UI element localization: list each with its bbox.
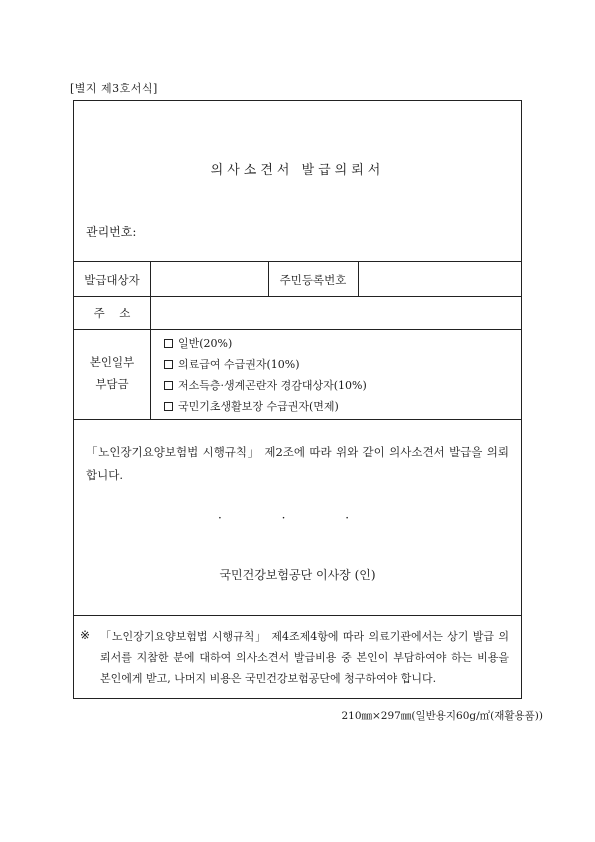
copay-option-low-income[interactable]: [164, 377, 367, 393]
recipient-label: 발급대상자: [84, 273, 140, 287]
column-divider: [150, 261, 151, 419]
option-label: 국민기초생활보장 수급권자(면제): [178, 400, 339, 413]
note-mark: ※: [80, 628, 91, 642]
option-label: 일반(20%): [178, 337, 233, 350]
checkbox[interactable]: [164, 360, 173, 369]
copay-option-basic-livelihood[interactable]: [164, 398, 339, 414]
row-divider: [74, 329, 521, 330]
request-statement: 「노인장기요양보험법 시행규칙」 제2조에 따라 위와 같이 의사소견서 발급을 의뢰합니다.: [86, 445, 509, 482]
notice-box: [73, 616, 522, 699]
paper-spec: 210㎜×297㎜(일반용지60g/㎡(재활용품)): [341, 710, 543, 722]
resident-id-label: 주민등록번호: [279, 273, 347, 287]
request-form: [73, 100, 522, 616]
table-top-border: [74, 261, 521, 262]
issuer-signature-line: 국민건강보험공단 이사장 (인): [219, 568, 376, 582]
copay-option-medical-aid[interactable]: [164, 356, 300, 372]
management-number-label: 관리번호:: [86, 225, 137, 239]
form-number-label: [별지 제3호서식]: [70, 82, 158, 95]
table-bottom-border: [74, 419, 521, 420]
column-divider: [358, 261, 359, 296]
copay-option-general[interactable]: [164, 335, 232, 351]
checkbox[interactable]: [164, 402, 173, 411]
checkbox[interactable]: [164, 339, 173, 348]
option-label: 의료급여 수급권자(10%): [178, 358, 300, 371]
row-divider: [74, 296, 521, 297]
notice-text: 「노인장기요양보험법 시행규칙」 제4조제4항에 따라 의료기관에서는 상기 발급 의뢰서를 지참한 분에 대하여 의사소견서 발급비용 중 본인이 부담하여야 하는 비용을 본인에게 받고, 나머지 비용은 국민건강보험공단에 청구하여야 합니다.: [100, 630, 509, 685]
date-field[interactable]: · · ·: [217, 511, 378, 525]
form-title: 의사소견서 발급의뢰서: [210, 163, 385, 178]
checkbox[interactable]: [164, 381, 173, 390]
option-label: 저소득층·생계곤란자 경감대상자(10%): [178, 379, 367, 392]
copay-label-line1: 본인일부: [89, 355, 135, 369]
copay-label-line2: 부담금: [95, 377, 129, 391]
address-label: 주 소: [93, 306, 131, 320]
